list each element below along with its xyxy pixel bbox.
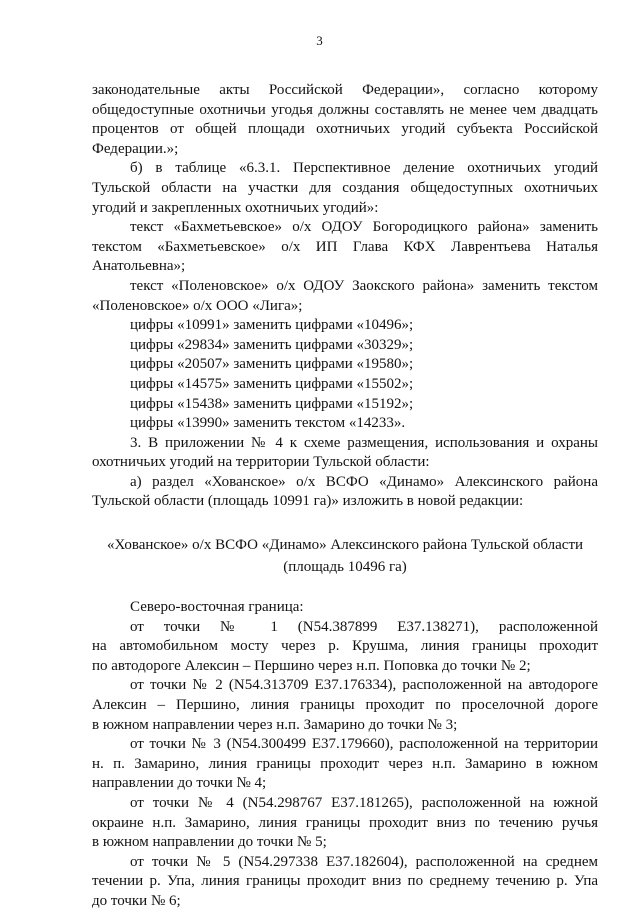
text-line: общедоступные охотничьи угодья должны составлять не менее чем двадцать: [92, 101, 598, 118]
text-line: текстом «Бахметьевское» о/х ИП Глава КФХ Лаврентьева Наталья: [92, 238, 598, 255]
list-item: цифры «13990» заменить текстом «14233».: [130, 415, 406, 432]
text-line: до точки № 6;: [92, 892, 181, 909]
border-point-5: [92, 853, 598, 912]
border-point-3: [92, 735, 598, 794]
text-line: процентов от общей площади охотничьих угодий субъекта Российской: [92, 121, 598, 138]
list-item: цифры «15438» заменить цифрами «15192»;: [130, 395, 414, 412]
text-line: н. п. Замарино, линия границы проходит через н.п. Замарино в южном: [92, 755, 598, 772]
text-line: угодий и закрепленных охотничьих угодий»:: [92, 199, 379, 216]
text-line: на автомобильном мосту через р. Крушма, линия границы проходит: [92, 638, 598, 655]
text-line: 3. В приложении № 4 к схеме размещения, использования и охраны: [130, 434, 598, 451]
list-item: цифры «29834» заменить цифрами «30329»;: [130, 336, 414, 353]
text-line: «Поленовское» о/х ООО «Лига»;: [92, 297, 303, 314]
paragraph-section-a: [92, 473, 598, 512]
paragraph-appendix-4: [92, 434, 598, 473]
heading-title: «Хованское» о/х ВСФО «Динамо» Алексинского района Тульской области: [106, 537, 584, 554]
text-line: от точки № 2 (N54.313709 E37.176334), расположенной на автодороге: [130, 677, 598, 694]
section-heading: [92, 534, 598, 578]
text-line: от точки № 5 (N54.297338 E37.182604), расположенной на среднем: [130, 853, 598, 870]
list-item: цифры «20507» заменить цифрами «19580»;: [130, 356, 414, 373]
text-line: б) в таблице «6.3.1. Перспективное деление охотничьих угодий: [130, 160, 598, 177]
text-line: охотничьих угодий на территории Тульской области:: [92, 454, 430, 471]
text-line: а) раздел «Хованское» о/х ВСФО «Динамо» Алексинского района: [130, 473, 598, 490]
document-body: [92, 81, 598, 912]
text-line: течении р. Упа, линия границы проходит вниз по среднему течению р. Упа: [92, 873, 598, 890]
text-line: Алексин – Першино, линия границы проходит по проселочной дороге: [92, 697, 598, 714]
text-line: текст «Поленовское» о/х ОДОУ Заокского района» заменить текстом: [130, 277, 598, 294]
text-line: окраине н.п. Замарино, линия границы проходит вниз по течению ручья: [92, 814, 598, 831]
border-point-1: [92, 618, 598, 677]
border-point-2: [92, 676, 598, 735]
text-line: в южном направлении через н.п. Замарино до точки № 3;: [92, 716, 458, 733]
paragraph-table-change: [92, 159, 598, 218]
text-line: от точки № 4 (N54.298767 E37.181265), расположенной на южной: [130, 795, 598, 811]
paragraph-polenovskoe: [92, 277, 598, 316]
paragraph-law-reference: [92, 81, 598, 159]
text-line: по автодороге Алексин – Першино через н.п. Поповка до точки № 2;: [92, 657, 531, 674]
list-item: цифры «10991» заменить цифрами «10496»;: [130, 317, 414, 334]
text-line: направлении до точки № 4;: [92, 775, 267, 792]
text-line: Федерации.»;: [92, 140, 179, 157]
paragraph-bakhmetevskoe: [92, 218, 598, 277]
heading-area: (площадь 10496 га): [283, 559, 407, 576]
text-line: от точки № 1 (N54.387899 E37.138271), расположенной: [130, 618, 598, 635]
border-point-4: [92, 794, 598, 853]
text-line: Тульской области на участки для создания общедоступных охотничьих: [92, 179, 598, 196]
page-number: 3: [316, 33, 323, 48]
text-line: в южном направлении до точки № 5;: [92, 834, 327, 851]
text-line: Анатольевна»;: [92, 258, 186, 275]
text-line: текст «Бахметьевское» о/х ОДОУ Богородицкого района» заменить: [130, 219, 598, 236]
border-title: [92, 598, 598, 618]
text-line: Северо-восточная граница:: [130, 599, 304, 616]
text-line: Тульской области (площадь 10991 га)» изложить в новой редакции:: [92, 493, 524, 510]
text-line: законодательные акты Российской Федерации», согласно которому: [92, 82, 598, 98]
list-item: цифры «14575» заменить цифрами «15502»;: [130, 375, 414, 392]
digits-replacement-list: [92, 316, 598, 434]
text-line: от точки № 3 (N54.300499 E37.179660), расположенной на территории: [130, 736, 598, 753]
